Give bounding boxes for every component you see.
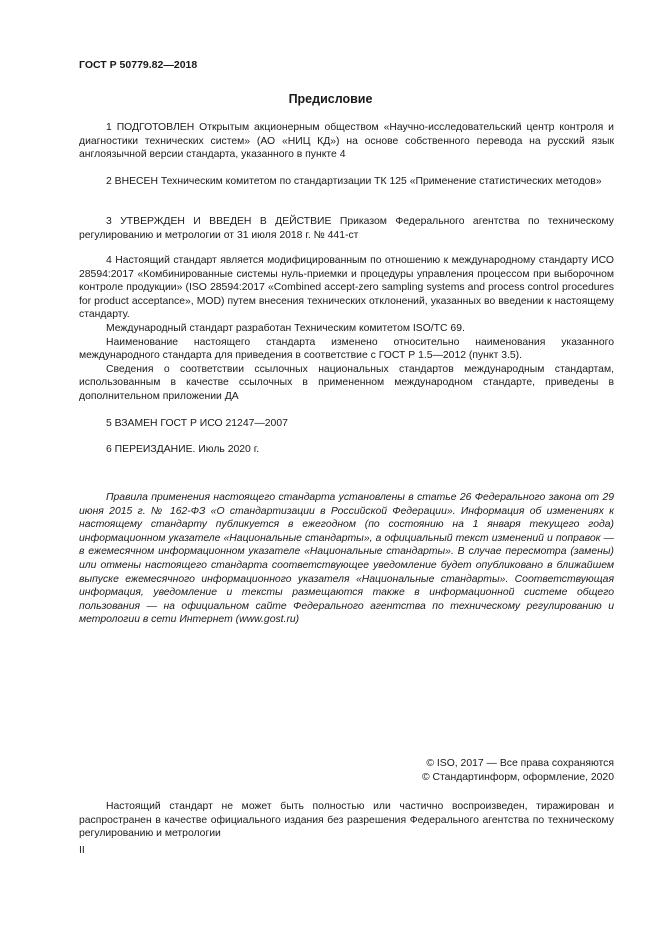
section-3 <box>79 215 614 242</box>
section-4-committee: Международный стандарт разработан Техническим комитетом ISO/TC 69. <box>106 322 465 334</box>
copyright-standartinform: © Стандартинформ, оформление, 2020 <box>421 772 614 783</box>
section-2-text: 2 ВНЕСЕН Техническим комитетом по стандартизации ТК 125 «Применение статистических методов» <box>106 176 602 187</box>
rules-notice <box>79 491 614 627</box>
section-4-name-change: Наименование настоящего стандарта изменено относительно наименования указанного международного стандарта для приведения в соответствие с ГОСТ Р 1.5—2012 (пункт 3.5). <box>79 336 614 362</box>
section-2 <box>79 175 614 189</box>
section-1-text: 1 ПОДГОТОВЛЕН Открытым акционерным обществом «Научно-исследовательский центр контроля и диагностики технических систем» (АО «НИЦ КД») на основе собственного перевода на русский язык англоязычной версии стандарта, указанного в пункте 4 <box>79 122 614 161</box>
section-1 <box>79 121 614 162</box>
document-code: ГОСТ Р 50779.82—2018 <box>79 59 198 71</box>
page-number: II <box>79 845 85 856</box>
section-6-text: 6 ПЕРЕИЗДАНИЕ. Июль 2020 г. <box>106 444 260 455</box>
section-4-text: 4 Настоящий стандарт является модифицированным по отношению к международному стандарту ИСО 28594:2017 «Комбинированные системы нуль-приемки и процедуры управления процессом при выборочном контроле продукции» (ISO 28594:2017 «Combined accept-zero sampling systems and process control procedures for product acceptance», MOD) путем внесения технических отклонений, указанных во введении к настоящему стандарту. <box>79 255 614 321</box>
section-3-text: 3 УТВЕРЖДЕН И ВВЕДЕН В ДЕЙСТВИЕ Приказом Федерального агентства по техническому регулированию и метрологии от 31 июля 2018 г. № 441-ст <box>79 216 614 241</box>
section-6 <box>79 443 614 457</box>
section-4 <box>79 254 614 404</box>
section-5-text: 5 ВЗАМЕН ГОСТ Р ИСО 21247—2007 <box>106 418 288 429</box>
rules-notice-text: Правила применения настоящего стандарта установлены в статье 26 Федерального закона от 29 июня 2015 г. № 162-ФЗ «О стандартизации в Российской Федерации». Информация об изменениях к настоящему стандарту публикуется в ежегодном (по состоянию на 1 января текущего года) информационном указателе «Национальные стандарты», а официальный текст изменений и поправок — в ежемесячном информационном указателе «Национальные стандарты». В случае пересмотра (замены) или отмены настоящего стандарта соответствующее уведомление будет опубликовано в ближайшем выпуске ежемесячного информационного указателя «Национальные стандарты». Соответствующая информация, уведомление и тексты размещаются также в информационной системе общего пользования — на официальном сайте Федерального агентства по техническому регулированию и метрологии в сети Интернет (www.gost.ru) <box>79 492 614 626</box>
reproduction-notice-text: Настоящий стандарт не может быть полностью или частично воспроизведен, тиражирован и распространен в качестве официального издания без разрешения Федерального агентства по техническому регулированию и метрологии <box>79 801 614 840</box>
reproduction-notice <box>79 800 614 841</box>
section-4-references: Сведения о соответствии ссылочных национальных стандартов международным стандартам, использованным в качестве ссылочных в примененном международном стандарте, приведены в дополнительном приложении ДА <box>79 363 614 402</box>
section-5 <box>79 417 614 431</box>
copyright-iso: © ISO, 2017 — Все права сохраняются <box>426 758 614 769</box>
page-title: Предисловие <box>288 92 373 106</box>
